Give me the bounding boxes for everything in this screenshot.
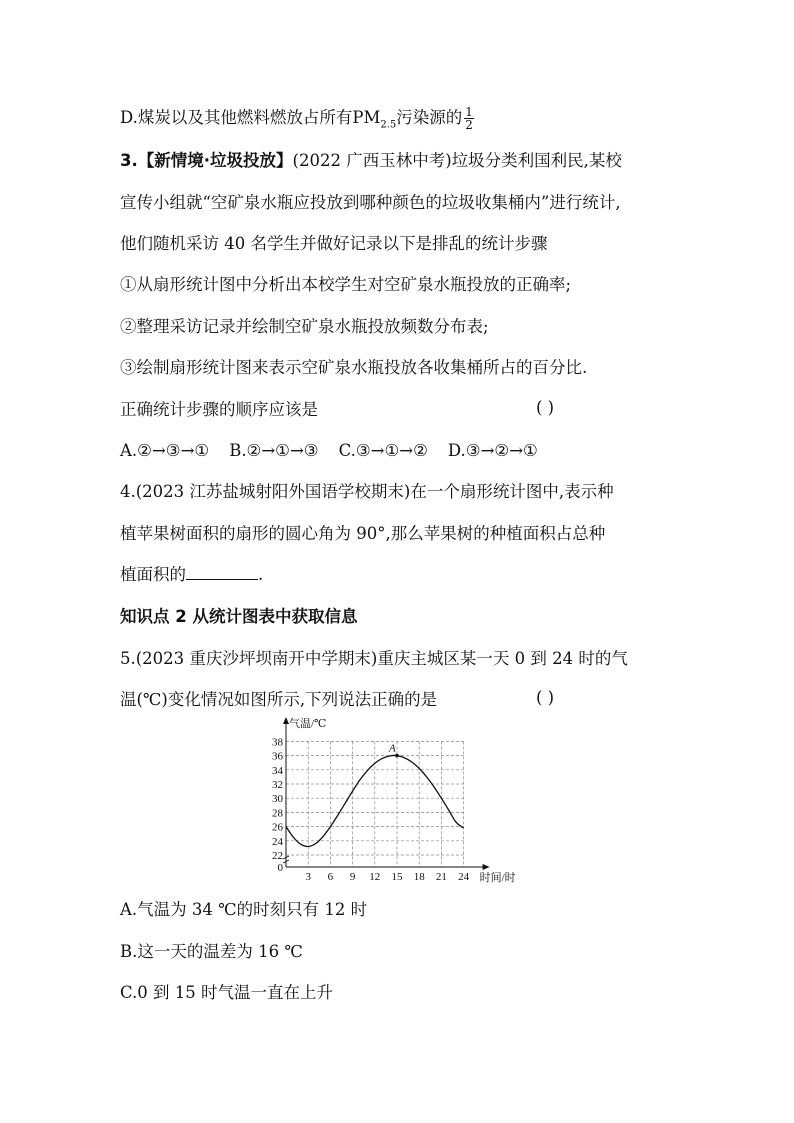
q5-line-2: 温(℃)变化情况如图所示,下列说法正确的是 <box>120 690 438 709</box>
q4-line-3 <box>120 563 263 587</box>
q3-option-a: A.②→③→① <box>120 441 210 460</box>
q5-option-c: C.0 到 15 时气温一直在上升 <box>120 983 334 1002</box>
y-tick-label: 24 <box>272 835 283 848</box>
x-tick-label: 3 <box>305 871 311 883</box>
q4-line-1: 4.(2023 江苏盐城射阳外国语学校期末)在一个扇形统计图中,表示种 <box>120 482 614 501</box>
q3-step-2: ②整理采访记录并绘制空矿泉水瓶投放频数分布表; <box>120 317 489 336</box>
temperature-chart <box>270 715 530 890</box>
q3-step-3: ③绘制扇形统计图来表示空矿泉水瓶投放各收集桶所占的百分比. <box>120 358 588 377</box>
x-tick-label: 15 <box>391 871 403 883</box>
point-a-marker <box>395 754 399 758</box>
q2-option-d-sub: 2.5 <box>380 119 397 131</box>
q2-option-d-fraction <box>464 106 474 131</box>
y-tick-label: 38 <box>272 736 283 749</box>
x-tick-label: 18 <box>413 871 425 883</box>
section-title: 知识点 2 从统计图表中获取信息 <box>120 607 358 626</box>
fraction-numerator: 1 <box>465 105 473 119</box>
fraction-denominator: 2 <box>465 118 473 132</box>
q4-line-2: 植苹果树面积的扇形的圆心角为 90°,那么苹果树的种植面积占总种 <box>120 524 606 543</box>
y-tick-label: 30 <box>272 793 283 806</box>
q4-line-3-suffix: . <box>258 565 264 584</box>
q3-tag: 【新情境·垃圾投放】 <box>137 151 293 170</box>
q3-options <box>120 439 558 463</box>
y-tick-label: 28 <box>272 807 283 820</box>
y-tick-label: 34 <box>272 764 283 777</box>
y-tick-label: 26 <box>272 821 283 834</box>
x-axis-arrow <box>483 864 490 870</box>
q3-option-b: B.②→①→③ <box>229 441 319 460</box>
q3-step-1: ①从扇形统计图中分析出本校学生对空矿泉水瓶投放的正确率; <box>120 275 572 294</box>
x-tick-label: 24 <box>458 871 470 883</box>
q3-line-2: 宣传小组就“空矿泉水瓶应投放到哪种颜色的垃圾收集桶内”进行统计, <box>120 193 621 212</box>
y-tick-label: 22 <box>272 850 283 862</box>
q2-option-d-prefix: D.煤炭以及其他燃料燃放占所有PM <box>120 108 381 127</box>
q5-answer-paren: ( ) <box>536 688 555 707</box>
x-tick-label: 12 <box>369 871 381 883</box>
q3-question: 正确统计步骤的顺序应该是 <box>120 400 318 419</box>
q4-line-3-prefix: 植面积的 <box>120 565 186 584</box>
q5-option-a: A.气温为 34 ℃的时刻只有 12 时 <box>120 900 368 919</box>
answer-blank <box>186 563 258 580</box>
y-tick-label: 32 <box>272 779 283 791</box>
q3-option-c: C.③→①→② <box>338 441 428 460</box>
y-axis-label: 气温/℃ <box>289 718 327 730</box>
q2-option-d-mid: 污染源的 <box>396 108 463 127</box>
q3-number: 3. <box>120 151 138 170</box>
q3-line-3: 他们随机采访 40 名学生并做好记录以下是排乱的统计步骤 <box>120 234 548 253</box>
q2-option-d <box>120 106 474 137</box>
q5-line-1: 5.(2023 重庆沙坪坝南开中学期末)重庆主城区某一天 0 到 24 时的气 <box>120 649 628 668</box>
point-a-label: A <box>389 742 396 755</box>
y-tick-label: 36 <box>272 750 283 763</box>
x-tick-label: 9 <box>349 871 356 883</box>
x-tick-label: 21 <box>435 871 447 883</box>
x-axis-label: 时间/时 <box>479 872 516 884</box>
q3-line-1 <box>120 149 622 173</box>
q5-option-b: B.这一天的温差为 16 ℃ <box>120 942 303 961</box>
q3-option-d: D.③→②→① <box>447 441 538 460</box>
x-tick-label: 6 <box>327 871 334 883</box>
q3-line-1-rest: (2022 广西玉林中考)垃圾分类利国利民,某校 <box>292 151 622 170</box>
q3-answer-paren: ( ) <box>536 398 555 417</box>
origin-label: 0 <box>277 862 283 874</box>
